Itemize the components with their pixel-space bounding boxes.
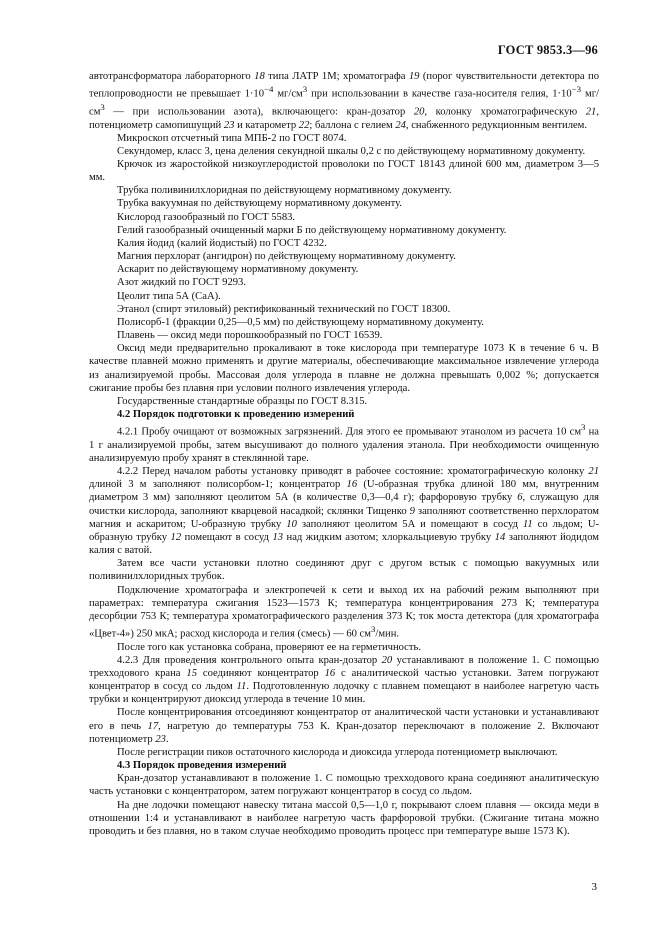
paragraph-4-2-2: 4.2.2 Перед началом работы установку приводят в рабочее состояние: хроматографическую колонку 21 длиной 3 м заполняют полисорбом-1; концентратор 16 (U-образная трубка длиной 180 мм, внутренним диаметром 3 мм) заполняют цеолитом 5А (в количестве 0,3—0,4 г); фарфоровую трубку 6, служащую для очистки кислорода, заполняют кварцевой насадкой; склянки Тищенко 9 заполняют соответственно перхлоратом магния и аскаритом; U-образную трубку 10 заполняют цеолитом 5А и помещают в сосуд 11 со льдом; U-образную трубку 12 помещают в сосуд 13 над жидким азотом; хлоркальциевую трубку 14 заполняют йодидом калия с ватой. [89, 466, 600, 557]
document-header: ГОСТ 9853.3—96 [497, 43, 598, 57]
paragraph-hook: Крючок из жаростойкой низкоуглеродистой проволоки по ГОСТ 18143 длиной 600 мм, диаметром 3—5 мм. [89, 159, 599, 184]
paragraph-connection-params: Подключение хроматографа и электропечей к сети и выход их на рабочий режим выполняют при параметрах: температура сжигания 1523—1573 К; температура концентрирования 273 К; температура десорбции 753 К; температура хроматографического разделения 373 К; ток моста детектора (для хроматографа «Цвет-4») 250 мкА; расход кислорода и гелия (смесь) — 60 $см^3$/мин. [89, 584, 599, 640]
paragraph-flux: Плавень — оксид меди порошкообразный по ГОСТ 16539. [117, 330, 383, 342]
paragraph-leak-check: После того как установка собрана, проверяют ее на герметичность. [117, 641, 421, 653]
paragraph-4-2-3: 4.2.3 Для проведения контрольного опыта кран-дозатор 20 устанавливают в положение 1. С помощью трехходового крана 15 соединяют концентратор 16 с аналитической частью установки. Затем погружают концентратор в сосуд со льдом 11. Подготовленную лодочку с плавнем помещают в наиболее нагретую часть трубки и концентрируют диоксид углерода в течение 10 мин. [89, 654, 600, 706]
paragraph-equipment-continued: автотрансформатора лабораторного 18 типа ЛАТР 1М; хроматографа 19 (порог чувствительности детектора по теплопроводности не превышает $1\cdot 10^{-4}$ $мг/см^3$ при использовании в качестве газа-носителя гелия, $1\cdot 10^{-3}$ $мг/см^3$ — при использовании азота), включающего: кран-дозатор 20, колонку хроматографическую 21, потенциометр самопишущий 23 и катарометр 22; баллона с гелием 24, снабженного редукционным вентилем. [89, 71, 600, 131]
paragraph-after-concentration: После концентрирования отсоединяют концентратор от аналитической части установки и устанавливают его в печь 17, нагретую до температуры 753 К. Кран-дозатор переключают в положение 2. Включают потенциометр 23. [89, 707, 599, 745]
paragraph-vacuum-tube: Трубка вакуумная по действующему нормативному документу. [117, 198, 402, 210]
paragraph-peaks: После регистрации пиков остаточного кислорода и диоксида углерода потенциометр выключают. [117, 746, 558, 758]
paragraph-4-2-1: 4.2.1 Пробу очищают от возможных загрязнений. Для этого ее промывают этанолом из расчета 10 $см^3$ на 1 г анализируемой пробы, затем высушивают до полного удаления этанола. При необходимости очищенную анализируемую пробу хранят в стеклянной таре. [89, 422, 599, 464]
paragraph-magnesium-perchlorate: Магния перхлорат (ангидрон) по действующему нормативному документу. [117, 251, 456, 263]
paragraph-potassium-iodide: Калия йодид (калий йодистый) по ГОСТ 4232. [117, 237, 327, 249]
page-number: 3 [591, 881, 597, 893]
document-body [89, 70, 599, 838]
paragraph-copper-oxide: Оксид меди предварительно прокаливают в токе кислорода при температуре 1073 К в течение 6 ч. В качестве плавней можно применять и другие материалы, обеспечивающие максимальное извлечение углерода из анализируемой пробы. Массовая доля углерода в плавне не должна превышать 0,002 %; допускается сжигание пробы без плавня при условии полного извлечения углерода. [89, 343, 599, 394]
paragraph-valve: Кран-дозатор устанавливают в положение 1. С помощью трехходового крана соединяют аналитическую часть установки с концентратором, затем погружают концентратор в сосуд со льдом. [89, 773, 599, 798]
section-heading-4-3: 4.3 Порядок проведения измерений [117, 760, 287, 772]
paragraph-ascarite: Аскарит по действующему нормативному документу. [117, 264, 359, 276]
paragraph-ethanol: Этанол (спирт этиловый) ректификованный технический по ГОСТ 18300. [117, 303, 451, 315]
paragraph-pvc-tube: Трубка поливинилхлоридная по действующему нормативному документу. [117, 185, 452, 197]
paragraph-nitrogen: Азот жидкий по ГОСТ 9293. [117, 277, 246, 289]
paragraph-stopwatch: Секундомер, класс 3, цена деления секундной шкалы 0,2 с по действующему нормативному документу. [117, 145, 586, 157]
paragraph-standards: Государственные стандартные образцы по ГОСТ 8.315. [117, 395, 368, 407]
paragraph-microscope: Микроскоп отсчетный типа МПБ-2 по ГОСТ 8074. [117, 132, 347, 144]
paragraph-boat: На дне лодочки помещают навеску титана массой 0,5—1,0 г, покрывают слоем плавня — оксида меди в отношении 1:4 и устанавливают в наиболее нагретую часть фарфоровой трубки. (Сжигание титана можно проводить и без плавня, но в таком случае необходимо проводить процесс при температуре выше 1573 К). [89, 799, 599, 837]
paragraph-polysorb: Полисорб-1 (фракции 0,25—0,5 мм) по действующему нормативному документу. [117, 316, 484, 328]
section-heading-4-2: 4.2 Порядок подготовки к проведению измерений [117, 408, 355, 420]
paragraph-zeolite: Цеолит типа 5А (СаА). [117, 290, 221, 302]
paragraph-connect-parts: Затем все части установки плотно соединяют друг с другом встык с помощью вакуумных или поливинилхлоридных трубок. [89, 558, 599, 583]
paragraph-oxygen: Кислород газообразный по ГОСТ 5583. [117, 211, 296, 223]
paragraph-helium: Гелий газообразный очищенный марки Б по действующему нормативному документу. [117, 224, 507, 236]
